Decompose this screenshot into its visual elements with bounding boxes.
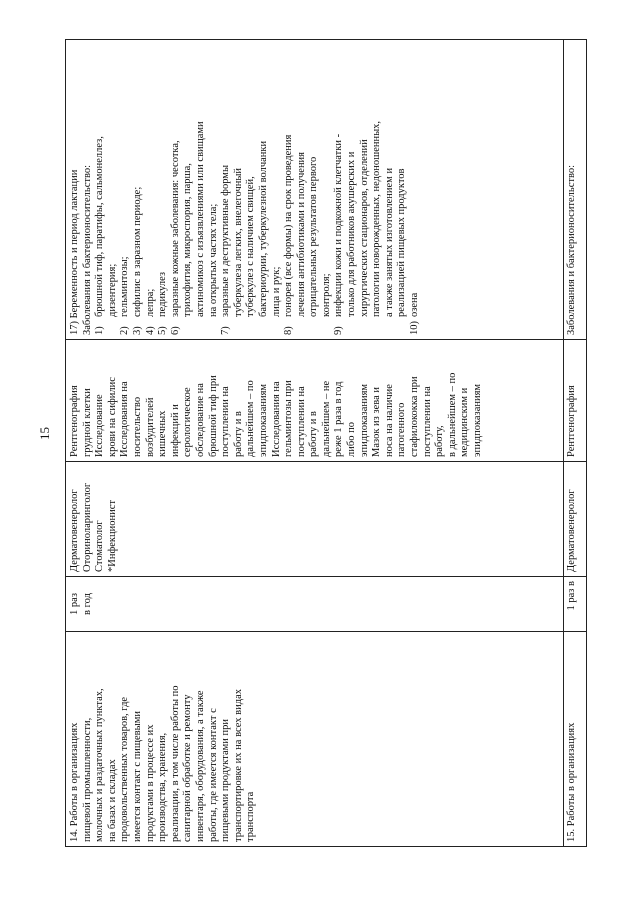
doctors-list: Дерматовенеролог [566, 489, 577, 572]
work-line: продовольственных товаров, где [119, 696, 131, 842]
exam-line: Исследования на [270, 381, 282, 457]
page-number: 15 [37, 427, 52, 440]
item-line: лечения антибиотиками и получения [295, 151, 307, 317]
item-line: хирургических стационаров, отделений [358, 139, 370, 317]
table-row [564, 40, 587, 847]
item-line: актиномикоз с изъязвлениями или свищами [194, 121, 206, 317]
doctors-cell [66, 462, 564, 577]
exam-line: эпидпоказаниям [257, 383, 269, 457]
item-line: заразные кожные заболевания: чесотка, [169, 140, 181, 317]
item-text [283, 44, 333, 317]
item-text [119, 44, 132, 317]
item-line: заразные и деструктивные формы [220, 164, 232, 317]
work-line: пищевой промышленности, [81, 717, 93, 842]
contraindications-heading: Заболевания и бактерионосительство: [566, 164, 577, 335]
exam-line: реже 1 раза в год [333, 381, 345, 457]
exam-line: брюшной тиф при [207, 375, 219, 457]
exam-line: либо по [346, 422, 358, 457]
contraindication-item [220, 44, 283, 335]
exam-line: патогенного [396, 402, 408, 457]
contraindications-list [94, 44, 421, 335]
item-number: 10) [409, 321, 421, 335]
exam-line: медицинским и [459, 387, 471, 457]
exam-line: инфекций и [169, 404, 181, 457]
work-line: пищевыми продуктами при [220, 718, 232, 842]
item-number: 1) [94, 326, 106, 335]
frequency-cell [564, 577, 587, 632]
exam-line: поступлении на [220, 386, 232, 457]
item-number: 8) [283, 326, 295, 335]
contraindications-cell [66, 40, 564, 340]
doctor-item: Оториноларинголог [81, 482, 93, 572]
exams-cell [564, 340, 587, 462]
exam-line: дальнейшем – не [320, 380, 332, 457]
item-line: отрицательных результатов первого [308, 156, 320, 317]
item-text [170, 44, 220, 317]
exam-line: кишечных [157, 410, 169, 457]
work-line: молочных и раздаточных пунктах, [94, 688, 106, 842]
item-line: инфекции кожи и подкожной клетчатки - [333, 133, 345, 317]
item-line: бактериоурии, туберкулезной волчанки [257, 140, 269, 317]
exams-list: Рентгенография [566, 385, 577, 457]
item-number: 4) [144, 326, 156, 335]
contraindication-item [409, 44, 422, 335]
item-number: 2) [119, 326, 131, 335]
item-line: дизентерия; [106, 263, 118, 317]
table-row [66, 40, 564, 847]
contraindications-heading [69, 44, 94, 335]
exam-line: Исследование [94, 394, 106, 457]
item-text [132, 44, 145, 317]
work-line: производства, хранения, [157, 732, 169, 842]
exam-line: работу и в [232, 411, 244, 457]
frequency-text: 1 раз в [566, 581, 577, 611]
item-line: сифилис в заразном периоде; [131, 186, 143, 317]
frequency-line: в год [81, 593, 93, 615]
contraindication-item [132, 44, 145, 335]
doctors-list [69, 466, 119, 572]
item-line: брюшной тиф, паратифы, сальмонеллез, [94, 136, 106, 317]
contraindication-item [283, 44, 333, 335]
item-text [409, 44, 422, 317]
item-line: контроля; [320, 273, 332, 317]
item-line: педикулез [157, 271, 169, 317]
exam-line: грудной клетки [81, 388, 93, 457]
exam-line: в дальнейшем – по [446, 372, 458, 457]
item-text [145, 44, 158, 317]
exam-line: поступлении на [421, 386, 433, 457]
medical-requirements-table [65, 39, 587, 847]
exam-line: работу, [434, 425, 446, 457]
work-description [69, 636, 258, 842]
item-text [220, 44, 283, 317]
item-text [157, 44, 170, 317]
item-line: лица и рук; [270, 266, 282, 317]
exam-line: обследование на [194, 383, 206, 457]
item-line: а также занятых изготовлением и [383, 167, 395, 317]
exam-line: стафилококка при [409, 376, 421, 457]
contraindication-heading-line: 17) Беременность и период лактации [69, 169, 80, 335]
work-line: 14. Работы в организациях [69, 722, 80, 842]
contraindication-item [157, 44, 170, 335]
contraindication-item [170, 44, 220, 335]
rotated-page-content [65, 40, 587, 847]
exam-line: Исследования на [119, 381, 131, 457]
work-line: транспортировке их на всех видах [232, 689, 244, 842]
work-line: санитарной обработке и ремонту [182, 694, 194, 842]
item-number: 3) [131, 326, 143, 335]
work-description: 15. Работы в организациях [566, 722, 577, 842]
exam-line: поступлении на [295, 386, 307, 457]
contraindication-item [333, 44, 409, 335]
contraindication-heading-line: Заболевания и бактерионосительство: [81, 164, 93, 335]
exams-list [69, 344, 485, 457]
work-cell [66, 632, 564, 847]
item-line: патологии новорожденных, недоношенных, [371, 120, 383, 317]
item-line: туберкулез с наличием свищей, [245, 176, 257, 317]
item-line: только для работников акушерских и [346, 151, 358, 317]
item-text [333, 44, 409, 317]
exam-line: гельминтозы при [283, 380, 295, 457]
item-line: реализацией пищевых продуктов [396, 168, 408, 317]
contraindication-item [119, 44, 132, 335]
frequency-text [69, 581, 94, 627]
work-line: реализации, в том числе работы по [169, 685, 181, 842]
work-line: работы, где имеется контакт с [207, 708, 219, 842]
exam-line: носительство [131, 396, 143, 457]
item-line: лепра; [144, 288, 156, 317]
work-line: на базах и складах [106, 759, 118, 842]
item-line: озена [409, 292, 421, 317]
exam-line: дальнейшем – по [245, 380, 257, 457]
work-line: имеется контакт с пищевыми [131, 711, 143, 842]
item-line: на открытых частях тела; [207, 203, 219, 317]
item-number: 5) [157, 326, 169, 335]
doctor-item: Стоматолог [94, 520, 106, 572]
work-line: инвентаря, оборудования, а также [194, 690, 206, 842]
item-line: гельминтозы; [119, 256, 131, 317]
item-line: туберкулеза легких, внелегочный [232, 167, 244, 317]
exam-line: носа на наличие [383, 384, 395, 457]
exam-line: крови на сифилис [106, 377, 118, 457]
item-number: 7) [220, 326, 232, 335]
doctor-item: *Инфекционист [106, 500, 118, 572]
contraindication-item [94, 44, 119, 335]
work-cell [564, 632, 587, 847]
work-line: продуктами в процессе их [144, 724, 156, 842]
exam-line: работу и в [308, 411, 320, 457]
exam-line: серологическое [182, 387, 194, 457]
frequency-line: 1 раз [69, 593, 80, 615]
doctors-cell [564, 462, 587, 577]
exam-line: возбудителей [144, 397, 156, 457]
exam-line: эпидпоказаниям [358, 383, 370, 457]
exam-line: эпидпоказаниям [472, 383, 483, 457]
item-number: 9) [333, 326, 345, 335]
exam-line: Рентгенография [69, 385, 80, 457]
item-text [94, 44, 119, 317]
doctor-item: Дерматовенеролог [69, 489, 80, 572]
frequency-cell [66, 577, 564, 632]
work-line: транспорта [245, 791, 257, 842]
item-number: 6) [169, 326, 181, 335]
exams-cell [66, 340, 564, 462]
contraindications-cell [564, 40, 587, 340]
exam-line: Мазок из зева и [371, 387, 383, 457]
item-line: гонорея (все формы) на срок проведения [283, 134, 295, 317]
contraindication-item [145, 44, 158, 335]
item-line: трихофития, микроспория, парша, [182, 163, 194, 317]
